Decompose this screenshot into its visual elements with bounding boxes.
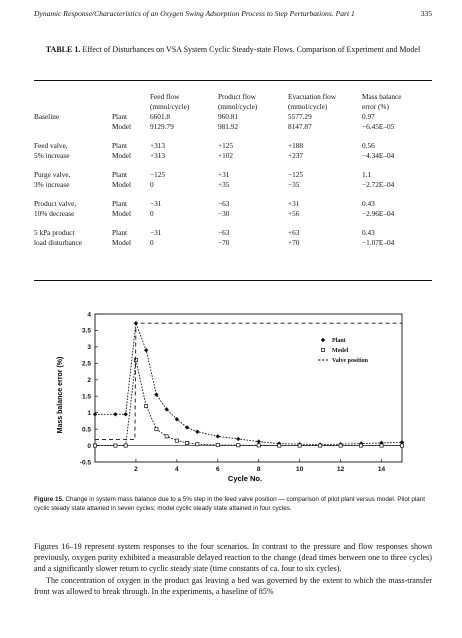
page-number: 335 xyxy=(420,9,432,18)
table-row xyxy=(34,112,432,122)
legend-label: Model xyxy=(332,348,349,355)
model-point xyxy=(165,435,168,438)
row-source-label: Model xyxy=(112,151,132,160)
table-cell: −1.07E–04 xyxy=(362,238,395,247)
model-point xyxy=(257,444,260,447)
row-group-label: 10% decrease xyxy=(34,209,75,218)
table-top-rule xyxy=(34,80,432,81)
table-cell: +56 xyxy=(288,209,300,218)
y-tick-label: -0.5 xyxy=(79,459,91,467)
table-cell: 0 xyxy=(150,209,154,218)
table-header-row xyxy=(34,92,432,112)
table-cell: −31 xyxy=(150,228,162,237)
y-tick-label: 3.5 xyxy=(81,327,91,335)
table-row xyxy=(34,141,432,151)
y-tick-label: 0 xyxy=(87,442,91,450)
row-source-label: Model xyxy=(112,238,132,247)
table-cell: +31 xyxy=(288,199,300,208)
table-cell: −30 xyxy=(218,209,230,218)
y-tick-label: 2 xyxy=(87,377,91,385)
model-point xyxy=(339,444,342,447)
table-group-gap xyxy=(34,219,432,228)
row-group-label: Purge valve, xyxy=(34,170,71,179)
x-tick-label: 14 xyxy=(377,466,386,473)
paragraph: The concentration of oxygen in the product gas leaving a bed was governed by the extent to which the mass-transfer front was allowed to break through. In the experiments, a baseline of 85% xyxy=(34,575,432,596)
plant-point xyxy=(236,437,240,441)
table-cell: +125 xyxy=(218,141,234,150)
table-cell: 1.1 xyxy=(362,170,372,179)
row-group-label: 5 kPa product xyxy=(34,228,75,237)
table-cell: 5577.29 xyxy=(288,112,312,121)
y-tick-label: 1 xyxy=(87,409,91,417)
table-cell: 0 xyxy=(150,180,154,189)
model-point xyxy=(175,439,178,442)
y-tick-label: 3 xyxy=(87,344,91,352)
row-source-label: Plant xyxy=(112,228,127,237)
chart-x-axis-label: Cycle No. xyxy=(227,474,263,483)
model-point xyxy=(278,444,281,447)
model-point xyxy=(186,441,189,444)
table-cell: 981.92 xyxy=(218,122,239,131)
model-point xyxy=(93,444,96,447)
table-cell: −125 xyxy=(150,170,166,179)
plant-point xyxy=(216,434,220,438)
table-row xyxy=(34,209,432,219)
legend-marker-model xyxy=(321,348,324,351)
table-row xyxy=(34,228,432,238)
row-group-label xyxy=(34,122,112,132)
table-cell: 0.43 xyxy=(362,199,375,208)
table-cell: +35 xyxy=(218,180,230,189)
table-cell: +188 xyxy=(288,141,304,150)
row-group-label: load disturbance xyxy=(34,238,83,247)
table-cell: −70 xyxy=(218,238,230,247)
x-tick-label: 4 xyxy=(175,466,179,473)
plant-point xyxy=(144,348,148,352)
column-header-mass-balance-error: Mass balance error (%) xyxy=(362,92,402,111)
mass-balance-chart xyxy=(50,300,410,485)
plant-point xyxy=(113,412,117,416)
table-cell: −4.34E–04 xyxy=(362,151,395,160)
plant-point xyxy=(185,425,189,429)
x-tick-label: 6 xyxy=(215,466,220,473)
table-cell: −35 xyxy=(288,180,300,189)
column-header-feed-flow: Feed flow (mmol/cycle) xyxy=(150,92,190,111)
table-cell: −63 xyxy=(218,228,230,237)
table-group-gap xyxy=(34,161,432,170)
table-row xyxy=(34,170,432,180)
legend-marker-plant xyxy=(321,338,325,342)
figure-15 xyxy=(50,300,410,490)
column-header-product-flow: Product flow (mmol/cycle) xyxy=(218,92,258,111)
model-point xyxy=(145,404,148,407)
running-title: Dynamic Response/Characteristics of an Oxygen Swing Adsorption Process to Step Perturbations. Part 1 xyxy=(34,9,355,18)
row-group-label: Baseline xyxy=(34,112,60,121)
table-group-gap xyxy=(34,132,432,141)
table-caption xyxy=(34,44,432,55)
table-cell: −6.45E–05 xyxy=(362,122,395,131)
data-table xyxy=(34,92,432,248)
model-point xyxy=(400,444,403,447)
table-row xyxy=(34,151,432,161)
legend-label: Valve position xyxy=(332,358,368,365)
table-cell: 0.56 xyxy=(362,141,375,150)
model-point xyxy=(196,443,199,446)
row-source-label: Plant xyxy=(112,141,127,150)
table-cell: +313 xyxy=(150,151,166,160)
table-row xyxy=(34,238,432,248)
table-cell: +102 xyxy=(218,151,234,160)
x-tick-label: 12 xyxy=(336,466,345,473)
table-cell: 960.81 xyxy=(218,112,239,121)
model-point xyxy=(124,444,127,447)
y-tick-label: 4 xyxy=(87,311,91,319)
body-text xyxy=(34,541,432,597)
x-tick-label: 2 xyxy=(134,466,138,473)
chart-legend xyxy=(318,338,369,364)
table-caption-text: Effect of Disturbances on VSA System Cyclic Steady-state Flows. Comparison of Experiment and Model xyxy=(82,45,421,54)
table-cell: +237 xyxy=(288,151,304,160)
table-cell: +31 xyxy=(218,170,230,179)
row-source-label: Plant xyxy=(112,112,127,121)
table-cell: −31 xyxy=(150,199,162,208)
plant-point xyxy=(257,439,261,443)
figure-label: Figure 15. xyxy=(34,496,64,503)
figure-caption-text: Change in system mass balance due to a 5% step in the feed valve position — comparison of pilot plant versus model. Pilot plant cyclic steady state attained in seven cycles; model cyclic steady state attained in four cycles. xyxy=(34,496,425,512)
y-tick-label: 2.5 xyxy=(81,360,91,368)
table-bottom-rule xyxy=(34,280,432,281)
table-cell: +313 xyxy=(150,141,166,150)
table-cell: 0 xyxy=(150,238,154,247)
series-line-model xyxy=(95,360,402,446)
model-point xyxy=(237,444,240,447)
table-cell: 0.43 xyxy=(362,228,375,237)
table-cell: +63 xyxy=(288,228,300,237)
row-group-label: Product valve, xyxy=(34,199,77,208)
plant-point xyxy=(195,430,199,434)
table-label: TABLE 1. xyxy=(45,45,81,54)
row-group-label: 3% increase xyxy=(34,180,70,189)
running-header xyxy=(34,9,432,18)
table-cell: 8147.87 xyxy=(288,122,312,131)
x-tick-label: 8 xyxy=(256,466,261,473)
model-point xyxy=(380,444,383,447)
table-cell: −2.72E–04 xyxy=(362,180,395,189)
row-source-label: Model xyxy=(112,122,132,131)
row-source-label: Plant xyxy=(112,199,127,208)
row-source-label: Model xyxy=(112,209,132,218)
table-body xyxy=(34,112,432,248)
table-cell: 6601.8 xyxy=(150,112,171,121)
model-point xyxy=(155,428,158,431)
table-group-gap xyxy=(34,190,432,199)
model-point xyxy=(114,444,117,447)
table-cell: −2.96E–04 xyxy=(362,209,395,218)
table-cell: 9129.79 xyxy=(150,122,174,131)
table-row xyxy=(34,122,432,132)
chart-y-axis-label: Mass balance error (%) xyxy=(57,356,64,434)
y-tick-label: 1.5 xyxy=(81,393,91,401)
table-cell: +70 xyxy=(288,238,300,247)
row-source-label: Model xyxy=(112,180,132,189)
legend-label: Plant xyxy=(332,338,346,345)
table-cell: 0.97 xyxy=(362,112,375,121)
model-point xyxy=(298,444,301,447)
plant-point xyxy=(124,412,128,416)
model-point xyxy=(359,444,362,447)
table-row xyxy=(34,180,432,190)
model-point xyxy=(216,443,219,446)
x-tick-label: 10 xyxy=(296,466,304,473)
table-cell: −63 xyxy=(218,199,230,208)
y-tick-label: 0.5 xyxy=(81,426,91,434)
column-header-evacuation-flow: Evacuation flow (mmol/cycle) xyxy=(288,92,337,111)
figure-caption xyxy=(34,496,432,513)
row-group-label: Feed valve, xyxy=(34,141,68,150)
table-row xyxy=(34,199,432,209)
model-point xyxy=(319,444,322,447)
table-cell: −125 xyxy=(288,170,304,179)
row-source-label: Plant xyxy=(112,170,127,179)
row-group-label: 5% increase xyxy=(34,151,70,160)
paragraph: Figures 16–19 represent system responses to the four scenarios. In contrast to the pressure and flow responses shown previously, oxygen purity exhibited a measurable delayed reaction to the change (dead times between one to three cycles) and a significantly slower return to cyclic steady state (time constants of ca. four to six cycles). xyxy=(34,542,432,574)
